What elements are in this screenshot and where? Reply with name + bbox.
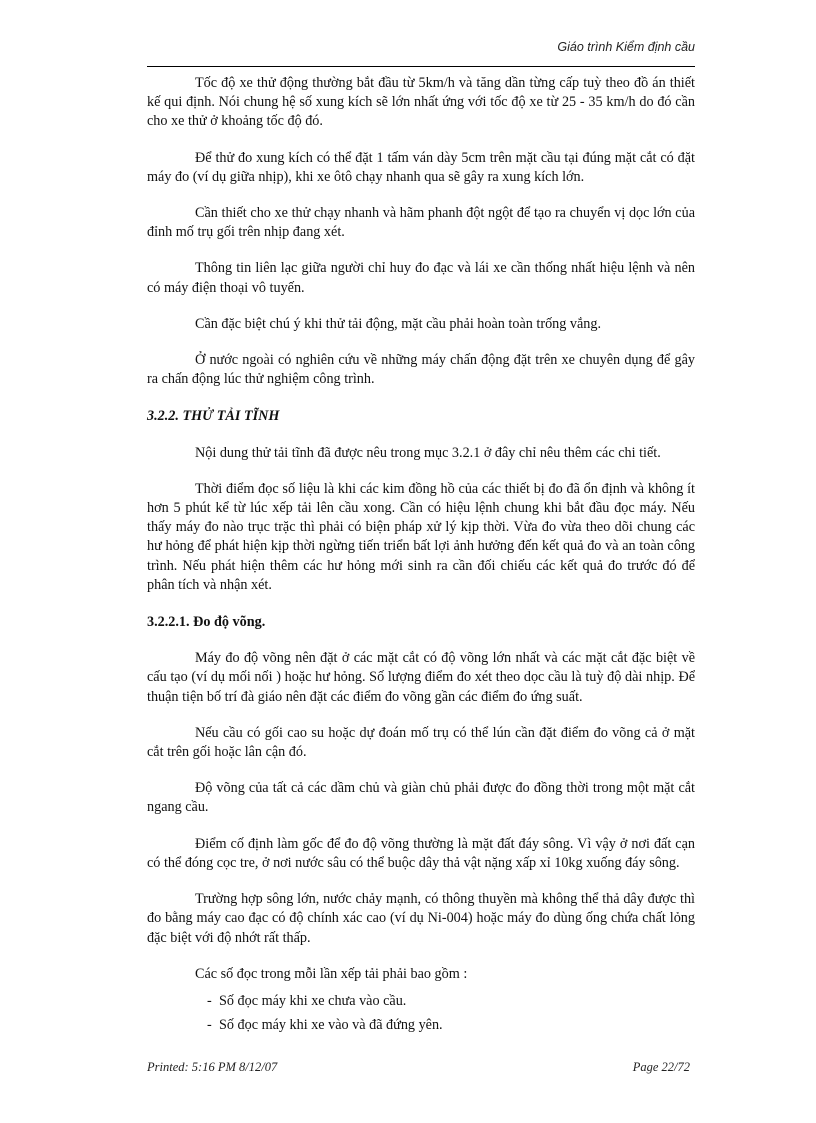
paragraph: Máy đo độ võng nên đặt ở các mặt cắt có độ võng lớn nhất và các mặt cắt đặc biệt về cấu tạo (ví dụ mối nối ) hoặc hư hỏng. Số lượng điểm đo xét theo dọc cầu là tuỳ độ dài nhịp. Để thuận tiện bố trí đà giáo nên đặt các điểm đo võng gần các điểm đo ứng suất. [147, 650, 695, 705]
bullet-list [147, 992, 695, 1035]
list-item-text: Số đọc máy khi xe vào và đã đứng yên. [219, 1017, 443, 1034]
paragraph: Điểm cố định làm gốc để đo độ võng thường là mặt đất đáy sông. Vì vậy ở nơi đất cạn có thể đóng cọc tre, ở nơi nước sâu có thể buộc dây thả vật nặng xấp xỉ 10kg xuống đáy sông. [147, 835, 695, 871]
list-item [147, 992, 695, 1011]
printed-timestamp: Printed: 5:16 PM 8/12/07 [147, 1060, 278, 1074]
paragraph: Độ võng của tất cả các dầm chủ và giàn chủ phải được đo đồng thời trong một mặt cắt ngang cầu. [147, 780, 695, 816]
header-divider [147, 66, 695, 67]
paragraph: Nếu cầu có gối cao su hoặc dự đoán mố trụ có thể lún cần đặt điểm đo võng cả ở mặt cắt trên gối hoặc lân cận đó. [147, 724, 695, 761]
paragraph: Cần thiết cho xe thử chạy nhanh và hãm phanh đột ngột để tạo ra chuyển vị dọc lớn của đỉnh mố trụ gối trên nhịp đang xét. [147, 205, 695, 241]
list-item-text: Số đọc máy khi xe chưa vào cầu. [219, 992, 407, 1009]
list-item [147, 1016, 695, 1035]
paragraph: Tốc độ xe thử động thường bắt đầu từ 5km/h và tăng dần từng cấp tuỳ theo đồ án thiết kế qui định. Nói chung hệ số xung kích sẽ lớn nhất ứng với tốc độ xe từ 25 - 35 km/h do đó cần cho xe thử ở khoảng tốc độ đó. [147, 75, 695, 130]
paragraph: Trường hợp sông lớn, nước chảy mạnh, có thông thuyền mà không thể thả dây được thì đo bằng máy cao đạc có độ chính xác cao (ví dụ Ni-004) hoặc máy đo dùng ống chứa chất lỏng đặc biệt với độ nhớt rất thấp. [147, 891, 695, 946]
bullet-dash: - [207, 1017, 212, 1034]
section-heading: 3.2.2. THỬ TẢI TĨNH [147, 408, 280, 425]
running-header-title: Giáo trình Kiểm định cầu [557, 40, 695, 54]
paragraph: Các số đọc trong mỗi lần xếp tải phải bao gồm : [195, 965, 468, 982]
paragraph: Để thử đo xung kích có thể đặt 1 tấm ván dày 5cm trên mặt cầu tại đúng mặt cắt có đặt máy đo (ví dụ giữa nhịp), khi xe ôtô chạy nhanh qua sẽ gây ra xung kích lớn. [147, 149, 695, 185]
paragraph: Ở nước ngoài có nghiên cứu về những máy chấn động đặt trên xe chuyên dụng để gây ra chấn động lúc thử nghiệm công trình. [147, 352, 695, 388]
paragraph: Cần đặc biệt chú ý khi thử tải động, mặt cầu phải hoàn toàn trống vắng. [195, 315, 602, 332]
subsection-heading: 3.2.2.1. Đo độ võng. [147, 614, 266, 631]
bullet-dash: - [207, 992, 212, 1009]
paragraph: Thời điểm đọc số liệu là khi các kim đồng hồ của các thiết bị đo đã ổn định và không ít hơn 5 phút kể từ lúc xếp tải lên cầu xong. Cần có hiệu lệnh chung khi bắt đầu đọc máy. Nếu thấy máy đo nào trục trặc thì phải có biện pháp xử lý kịp thời. Vừa đo vừa theo dõi chung các hư hỏng để phát hiện kịp thời ngừng tiến triển bất lợi ảnh hưởng đến kết quả đo và an toàn công trình. Nếu phát hiện thêm các hư hỏng mới sinh ra cần đối chiếu các kết quả đo trước đó để phân tích và nhận xét. [147, 480, 695, 593]
paragraph: Nội dung thử tải tĩnh đã được nêu trong mục 3.2.1 ở đây chỉ nêu thêm các chi tiết. [195, 444, 661, 461]
page-number: Page 22/72 [632, 1060, 690, 1074]
paragraph: Thông tin liên lạc giữa người chỉ huy đo đạc và lái xe cần thống nhất hiệu lệnh và nên có máy điện thoại vô tuyến. [147, 260, 695, 296]
body-content [147, 74, 695, 1040]
